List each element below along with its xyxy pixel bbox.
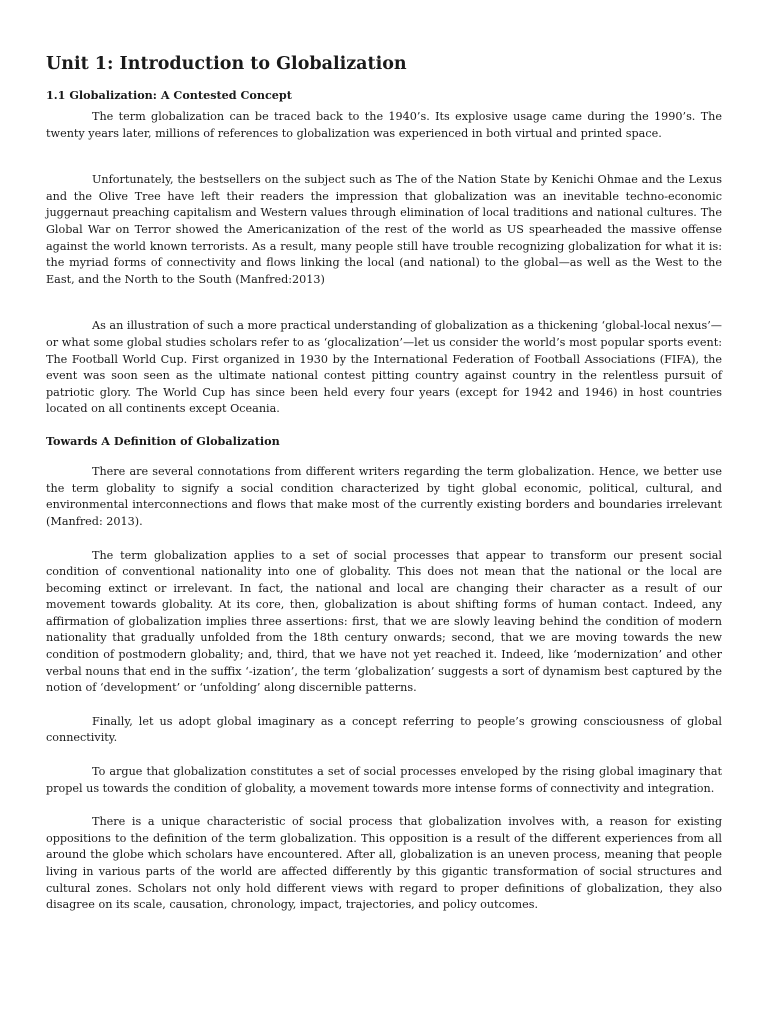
section-heading-definition: Towards A Definition of Globalization [46, 434, 280, 449]
paragraph-8: There is a unique characteristic of social process that globalization involves with, a reason for existing oppositions to the definition of the term globalization. This opposition is a result of the different experiences from all around the globe which scholars have encountered. After all, globalization is an uneven process, meaning that people living in various parts of the world are affected differently by this gigantic transformation of social structures and cultural zones. Scholars not only hold different views with regard to proper definitions of globalization, they also disagree on its scale, causation, chronology, impact, trajectories, and policy outcomes. [46, 815, 722, 912]
paragraph-2: Unfortunately, the bestsellers on the subject such as The of the Nation State by Kenichi Ohmae and the Lexus and the Olive Tree have left their readers the impression that globalization was an inevitable techno-economic juggernaut preaching capitalism and Western values through elimination of local traditions and national cultures. The Global War on Terror showed the Americanization of the rest of the world as US spearheaded the massive offense against the world known terrorists. As a result, many people still have trouble recognizing globalization for what it is: the myriad forms of connectivity and flows linking the local (and national) to the global—as well as the West to the East, and the North to the South (Manfred:2013) [46, 173, 722, 286]
paragraph-7: To argue that globalization constitutes a set of social processes enveloped by the rising global imaginary that propel us towards the condition of globality, a movement towards more intense forms of connectivity and integration. [46, 765, 722, 795]
paragraph-3: As an illustration of such a more practical understanding of globalization as a thickening ‘global-local nexus’—or what some global studies scholars refer to as ‘glocalization’—let us consider the world’s most popular sports event: The Football World Cup. First organized in 1930 by the International Federation of Football Associations (FIFA), the event was soon seen as the ultimate national contest pitting country against country in the relentless pursuit of patriotic glory. The World Cup has since been held every four years (except for 1942 and 1946) in host countries located on all continents except Oceania. [46, 319, 722, 416]
paragraph-5: The term globalization applies to a set of social processes that appear to transform our present social condition of conventional nationality into one of globality. This does not mean that the national or the local are becoming extinct or irrelevant. In fact, the national and local are changing their character as a result of our movement towards globality. At its core, then, globalization is about shifting forms of human contact. Indeed, any affirmation of globalization implies three assertions: first, that we are slowly leaving behind the condition of modern nationality that gradually unfolded from the 18th century onwards; second, that we are moving towards the new condition of postmodern globality; and, third, that we have not yet reached it. Indeed, like ‘modernization’ and other verbal nouns that end in the suffix ‘-ization’, the term ‘globalization’ suggests a sort of dynamism best captured by the notion of ‘development’ or ‘unfolding’ along discernible patterns. [46, 548, 722, 695]
paragraph-4: There are several connotations from different writers regarding the term globalization. Hence, we better use the term globality to signify a social condition characterized by tight global economic, political, cultural, and environmental interconnections and flows that make most of the currently existing borders and boundaries irrelevant (Manfred: 2013). [46, 465, 722, 528]
document-title: Unit 1: Introduction to Globalization [46, 54, 407, 74]
section-heading-contested-concept: 1.1 Globalization: A Contested Concept [46, 88, 292, 102]
paragraph-6: Finally, let us adopt global imaginary as a concept referring to people’s growing consciousness of global connectivity. [46, 714, 722, 745]
paragraph-1: The term globalization can be traced back to the 1940’s. Its explosive usage came during the 1990’s. The twenty years later, millions of references to globalization was experienced in both virtual and printed space. [46, 110, 722, 140]
